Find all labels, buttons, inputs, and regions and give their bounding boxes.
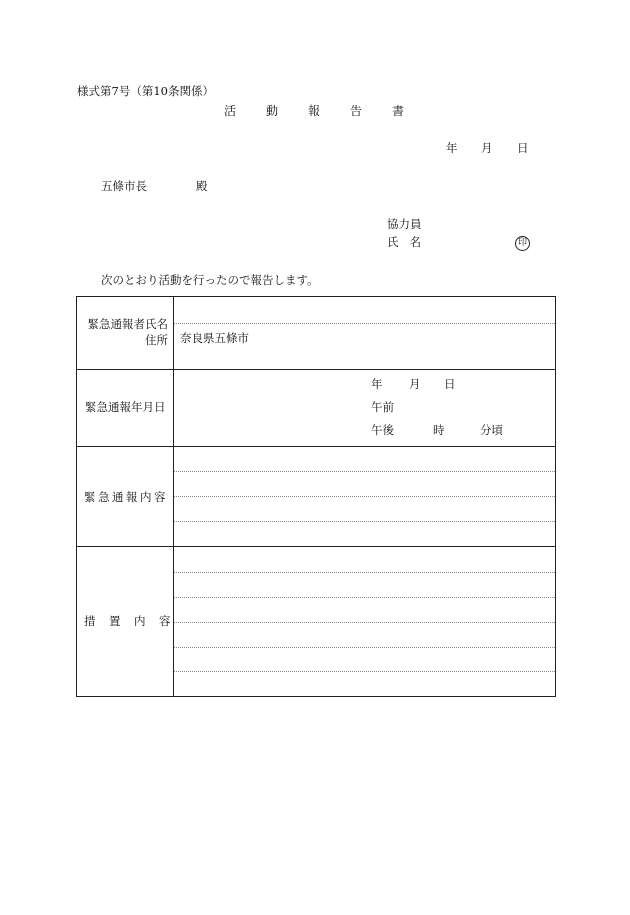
dotted-line: [174, 572, 555, 573]
recipient-name: 五條市長: [101, 179, 147, 193]
measures-label: [84, 616, 171, 628]
measures-value-cell: [174, 547, 555, 696]
report-date-row: [77, 370, 555, 447]
title-char: 報: [308, 104, 321, 118]
report-content-row: [77, 447, 555, 547]
dotted-line: [174, 647, 555, 648]
minute-label: 分頃: [480, 423, 503, 437]
title-char: 活: [224, 104, 237, 118]
reporter-label-cell: [77, 297, 174, 369]
title-char: 動: [266, 104, 279, 118]
label-char: 容: [154, 490, 166, 504]
intro-text: 次のとおり活動を行ったので報告します。: [101, 273, 319, 287]
report-date-label-cell: [77, 370, 174, 446]
measures-row: [77, 547, 555, 696]
seal-icon: [515, 236, 530, 251]
dotted-line: [174, 471, 555, 472]
document-title: [224, 105, 404, 117]
label-char: 緊: [84, 490, 96, 504]
reporter-value-cell: [174, 297, 555, 369]
am-label: 午前: [371, 400, 394, 414]
dotted-line: [174, 671, 555, 672]
seal-mark: 印: [515, 236, 530, 251]
report-date-label: 緊急通報年月日: [85, 400, 166, 414]
reporter-name-label: [387, 237, 421, 249]
report-content-label: [84, 492, 166, 504]
report-form-table: [76, 296, 556, 697]
recipient-honorific: 殿: [196, 179, 208, 193]
dotted-line: [174, 597, 555, 598]
report-date-value-cell: [174, 370, 555, 446]
dotted-line: [174, 496, 555, 497]
reporter-name-label: 緊急通報者氏名: [87, 317, 168, 331]
name-label-char: 氏: [387, 235, 399, 249]
hour-label: 時: [433, 423, 445, 437]
report-content-value-cell: [174, 447, 555, 546]
form-number: 様式第7号（第10条関係）: [77, 84, 214, 98]
date-year-label: 年: [446, 141, 458, 155]
report-month-label: 月: [409, 377, 421, 391]
report-year-label: 年: [371, 377, 383, 391]
pm-label: 午後: [371, 423, 394, 437]
name-label-char: 名: [409, 235, 421, 249]
title-char: 告: [350, 104, 363, 118]
date-day-label: 日: [517, 141, 529, 155]
report-content-label-cell: [77, 447, 174, 546]
dotted-line: [174, 521, 555, 522]
dotted-line: [174, 622, 555, 623]
address-value: 奈良県五條市: [180, 331, 249, 345]
reporter-row: [77, 297, 555, 370]
label-char: 措: [84, 614, 96, 628]
label-char: 通: [112, 490, 124, 504]
reporter-role: 協力員: [387, 217, 422, 231]
date-month-label: 月: [481, 141, 493, 155]
label-char: 置: [109, 614, 121, 628]
label-char: 急: [98, 490, 110, 504]
label-char: 内: [140, 490, 152, 504]
address-label: 住所: [145, 333, 168, 347]
report-day-label: 日: [444, 377, 456, 391]
label-char: 内: [134, 614, 146, 628]
title-char: 書: [392, 104, 405, 118]
label-char: 容: [159, 614, 171, 628]
label-char: 報: [126, 490, 138, 504]
dotted-line: [174, 323, 555, 324]
measures-label-cell: [77, 547, 174, 696]
